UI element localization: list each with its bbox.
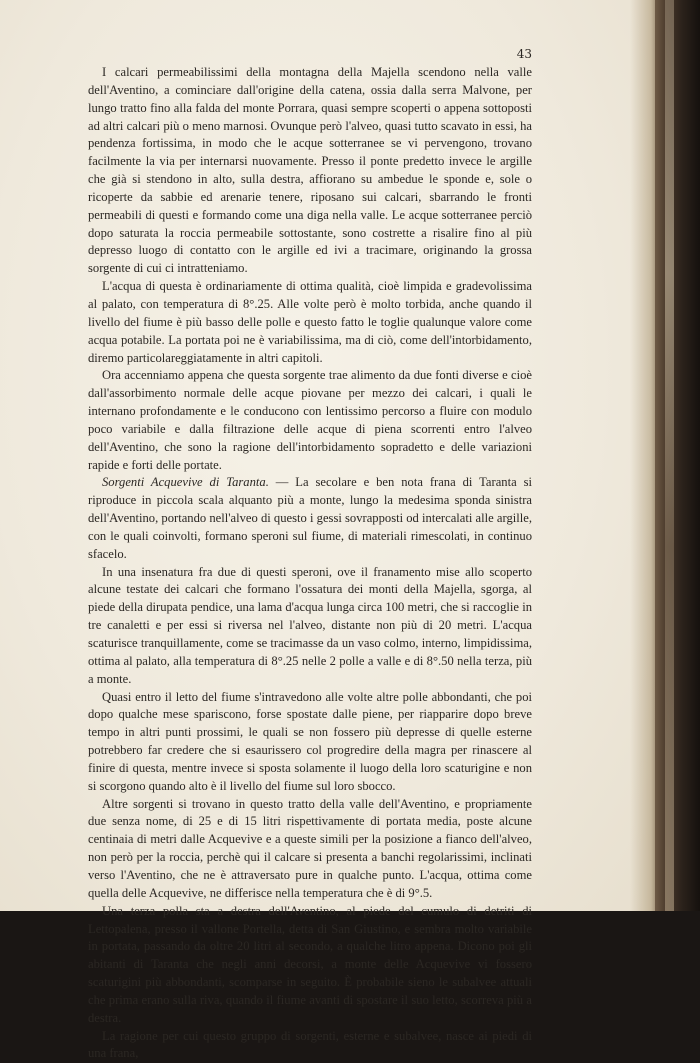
page-number: 43 xyxy=(516,47,532,61)
paragraph: Altre sorgenti si trovano in questo tratto della valle dell'Aventino, e propriamente due senza nome, di 25 e di 15 litri rispettivamente di portata media, poste alcune centinaia di metri dalle Acquevive e a queste simili per la posizione a fianco dell'alveo, non però per la roccia, perchè qui il calcare si presenta a banchi regolarissimi, inclinati verso l'Aventino, che ne è attraversato pure in qualche punto. L'acqua, ottima come quella delle Acquevive, ne differisce nella temperatura che è di 9°.5. xyxy=(88,796,532,900)
paragraph: La ragione per cui questo gruppo di sorgenti, esterne e subalvee, nasce ai piedi di una frana, xyxy=(88,1028,532,1061)
section-heading: Sorgenti Acquevive di Taranta. xyxy=(102,475,269,490)
paragraph-text: — La secolare e ben nota frana di Taranta si riproduce in piccola scala alquanto più a monte, lungo la medesima sponda sinistra dell'Aventino, portando nell'alveo di questo i gessi sovrapposti od intercalati alle argille, con le quali coinvolti, formano speroni sul fiume, di materiali rimescolati, in continuo sfacelo. xyxy=(88,475,532,561)
book-spine xyxy=(655,0,700,911)
paragraph: Ora accenniamo appena che questa sorgente trae alimento da due fonti diverse e cioè dall'assorbimento normale delle acque piovane per mezzo dei calcari, i quali le internano profondamente e le conducono con lentissimo percorso a fluire con modulo poco variabile e dalla filtrazione delle acque di piena scorrenti entro l'alveo dell'Aventino, che sono la ragione dell'intorbidamento sopradetto e delle variazioni rapide e forti delle portate. xyxy=(88,368,532,472)
paragraph xyxy=(88,474,532,563)
book-spine-edge xyxy=(665,0,674,911)
paragraph: Quasi entro il letto del fiume s'intravedono alle volte altre polle abbondanti, che poi dopo qualche mese spariscono, forse spostate dalle piene, per riapparire dopo breve tempo in altri punti prossimi, le quali se non fossero più depresse di quelle esterne potrebbero far credere che si esaurissero col progredire della magra per rinascere al finire di questa, mentre invece si sposta solamente il luogo della loro scaturigine e non si scorgono quando alto è il livello del fiume sul loro sbocco. xyxy=(88,689,532,793)
paragraph: I calcari permeabilissimi della montagna della Majella scendono nella valle dell'Aventino, a cominciare dall'origine della catena, ossia dalla serra Malvone, per lungo tratto fino alla falda del monte Porrara, quasi sempre scoperti o appena sottoposti ad altri calcari più o meno marnosi. Ovunque però l'alveo, quasi tutto scavato in essi, ha pendenza fortissima, in modo che le acque sotterranee se vi pervengono, trovano facilmente la via per internarsi nuovamente. Presso il ponte predetto invece le argille che già si stendono in alto, sulla destra, affiorano su ambedue le sponde e, sole o ricoperte da sabbie ed arenarie tenere, riposano sui calcari, sbarrando le fronti permeabili di questi e formando come una diga nella valle. Le acque sotterranee perciò dopo saturata la roccia permeabile sottostante, sono costrette a risalire fino al più depresso luogo di contatto con le argille ed ivi a tracimare, originando la grossa sorgente di cui ci intratteniamo. xyxy=(88,65,532,276)
body-text xyxy=(88,64,532,1063)
paragraph: Una terza polla sta a destra dell'Aventino, al piede del cumulo di detriti di Lettopalena, presso il vallone Portella, detta di San Giustino, e sembra molto variabile in portata, passando da oltre 20 litri al secondo, a qualche litro appena. Dicono poi gli abitanti di Taranta che negli anni decorsi, a monte delle Acquevive vi fossero scaturigini più abbondanti, scomparse in seguito. È probabile sieno le subalvee attuali che prima erano sulla riva, quando il fiume avanti di spostare il suo letto, scorreva più a destra. xyxy=(88,903,532,1025)
paragraph: In una insenatura fra due di questi speroni, ove il franamento mise allo scoperto alcune testate dei calcari che formano l'ossatura dei monti della Majella, sgorga, al piede della dirupata pendice, una lama d'acqua lunga circa 100 metri, che si raccoglie in tre canaletti e per essi si riversa nel l'alveo, distante non più di 20 metri. L'acqua scaturisce tranquillamente, come se tracimasse da un vaso colmo, interno, limpidissima, ottima al palato, alla temperatura di 8°.25 nelle 2 polle a valle e di 8°.50 nella terza, più a monte. xyxy=(88,564,532,686)
paragraph: L'acqua di questa è ordinariamente di ottima qualità, cioè limpida e gradevolissima al palato, con temperatura di 8°.25. Alle volte però è molto torbida, anche quando il livello del fiume è più basso delle polle e questo fatto le toglie qualunque valore come acqua potabile. La portata poi ne è variabilissima, ma di ciò, come dell'intorbidamento, diremo particolareggiatamente in altri capitoli. xyxy=(88,279,532,365)
